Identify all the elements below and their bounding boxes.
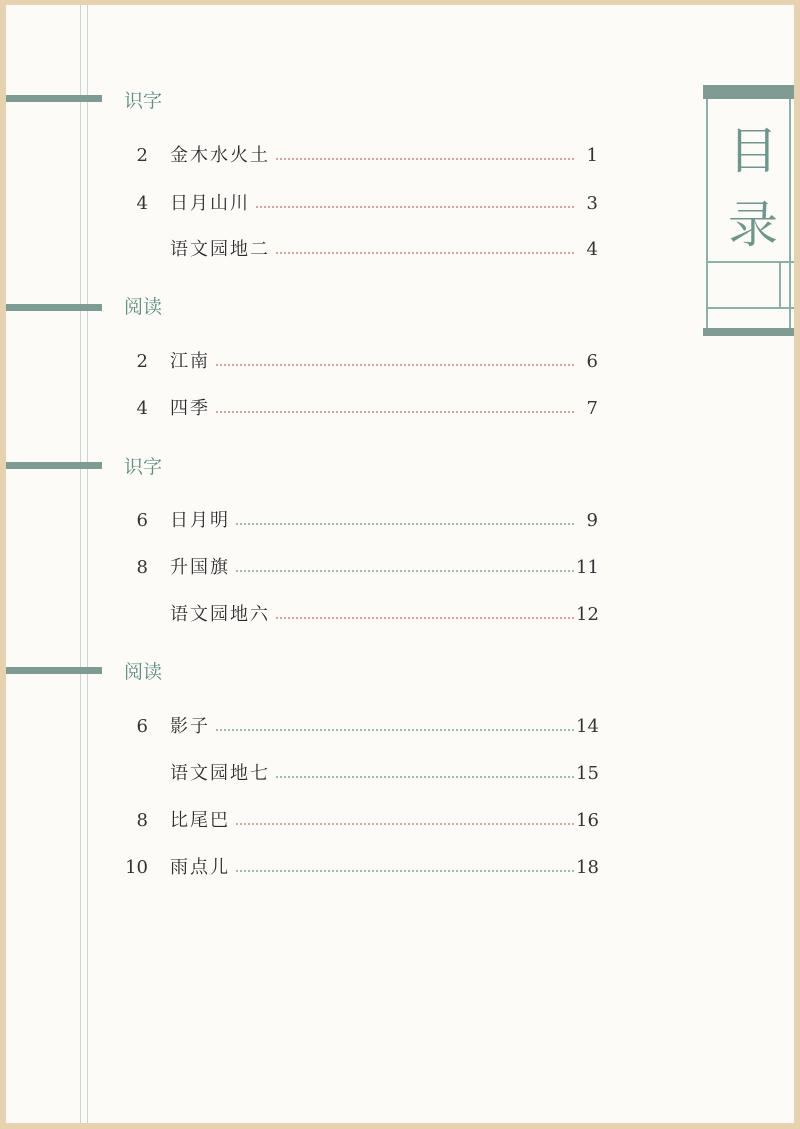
lesson-number: 4	[136, 398, 148, 419]
leader-dots	[176, 823, 594, 825]
header-divider-vertical	[779, 261, 781, 309]
lesson-number: 6	[136, 510, 148, 531]
page-number: 12	[576, 602, 598, 628]
header-char-1: 目	[728, 122, 778, 180]
section-label: 识字	[124, 456, 163, 478]
lesson-number: 2	[136, 351, 148, 372]
leader-dots	[176, 523, 594, 525]
page-number: 15	[576, 761, 598, 787]
page-number: 3	[576, 191, 598, 217]
lesson-title[interactable]: 语文园地七	[170, 761, 274, 787]
lesson-number: 4	[136, 193, 148, 214]
page-number: 7	[576, 396, 598, 422]
lesson-number: 6	[136, 716, 148, 737]
page-number: 1	[576, 143, 598, 169]
section-marker	[6, 667, 102, 674]
lesson-number: 10	[125, 857, 148, 878]
leader-dots	[176, 870, 594, 872]
toc-entry[interactable]	[6, 349, 794, 375]
leader-dots	[176, 364, 594, 366]
leader-dots	[176, 729, 594, 731]
header-bar-bottom	[703, 328, 794, 336]
header-char-2: 录	[728, 196, 778, 254]
lesson-title[interactable]: 日月山川	[170, 191, 254, 217]
page-number: 14	[576, 714, 598, 740]
lesson-title[interactable]: 语文园地六	[170, 602, 274, 628]
section-label: 识字	[124, 90, 163, 112]
toc-entry[interactable]	[6, 855, 794, 881]
contents-page	[6, 5, 794, 1123]
toc-entry[interactable]	[6, 761, 794, 787]
toc-entry[interactable]	[6, 508, 794, 534]
toc-entry[interactable]	[6, 714, 794, 740]
toc-entry[interactable]	[6, 143, 794, 169]
toc-entry[interactable]	[6, 237, 794, 263]
toc-entry[interactable]	[6, 602, 794, 628]
page-number: 18	[576, 855, 598, 881]
lesson-title[interactable]: 雨点儿	[170, 855, 234, 881]
lesson-title[interactable]: 比尾巴	[170, 808, 234, 834]
section-marker	[6, 304, 102, 311]
page-number: 11	[576, 555, 598, 581]
header-bar-top	[703, 85, 794, 99]
toc-entry[interactable]	[6, 555, 794, 581]
section-label: 阅读	[124, 296, 163, 318]
lesson-title[interactable]: 日月明	[170, 508, 234, 534]
lesson-title[interactable]: 四季	[170, 396, 214, 422]
section-marker	[6, 462, 102, 469]
lesson-title[interactable]: 江南	[170, 349, 214, 375]
lesson-number: 2	[136, 145, 148, 166]
toc-entry[interactable]	[6, 808, 794, 834]
leader-dots	[176, 411, 594, 413]
section-label: 阅读	[124, 661, 163, 683]
lesson-title[interactable]: 金木水火土	[170, 143, 274, 169]
lesson-number: 8	[136, 557, 148, 578]
page-number: 16	[576, 808, 598, 834]
lesson-title[interactable]: 语文园地二	[170, 237, 274, 263]
leader-dots	[176, 570, 594, 572]
toc-entry[interactable]	[6, 191, 794, 217]
page-number: 6	[576, 349, 598, 375]
lesson-number: 8	[136, 810, 148, 831]
page-number: 4	[576, 237, 598, 263]
lesson-title[interactable]: 升国旗	[170, 555, 234, 581]
toc-entry[interactable]	[6, 396, 794, 422]
lesson-title[interactable]: 影子	[170, 714, 214, 740]
page-number: 9	[576, 508, 598, 534]
section-marker	[6, 95, 102, 102]
